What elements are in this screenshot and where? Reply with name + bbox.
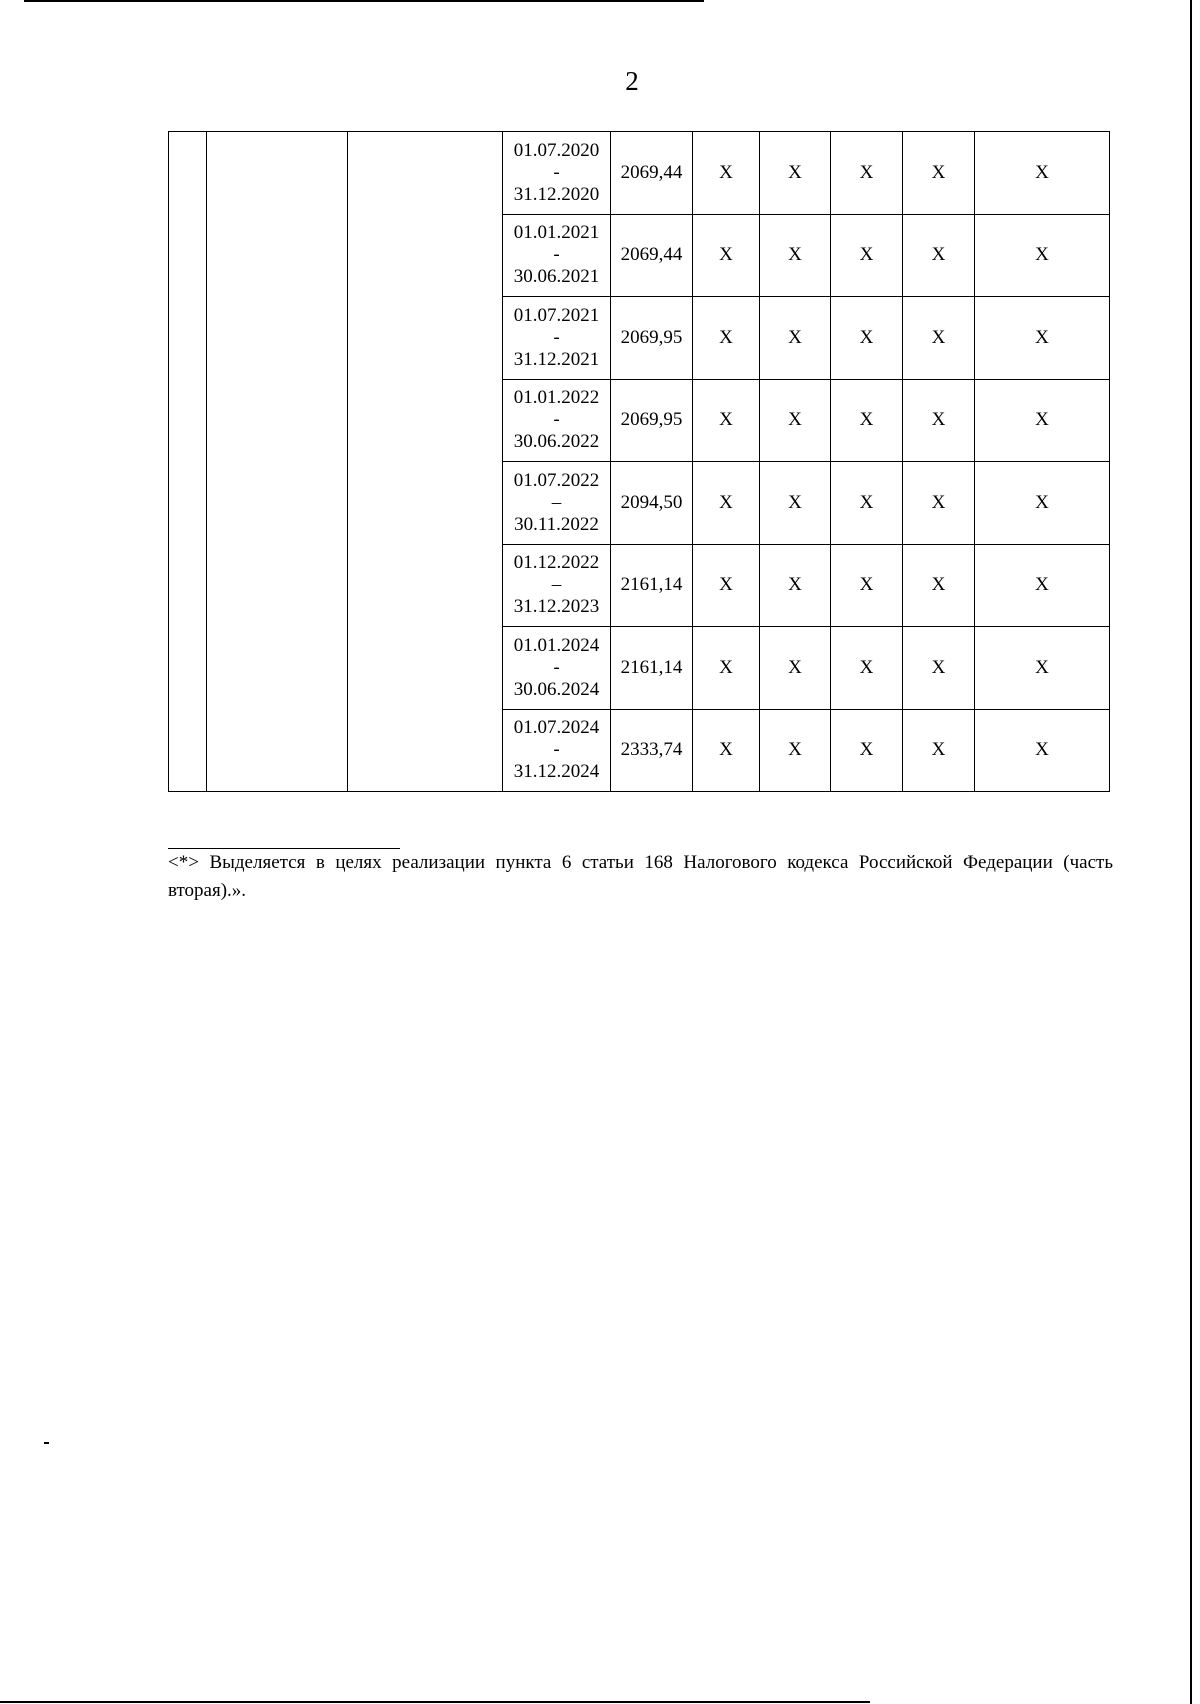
- x-mark: X: [831, 544, 903, 627]
- x-mark: X: [693, 627, 760, 710]
- period-cell: [503, 132, 611, 215]
- period-start: 01.01.2024: [513, 634, 600, 656]
- x-mark: X: [760, 627, 831, 710]
- merged-cell-organization: [207, 132, 348, 792]
- x-mark: X: [760, 379, 831, 462]
- x-mark: X: [831, 132, 903, 215]
- x-mark: X: [760, 709, 831, 792]
- x-mark: X: [975, 297, 1110, 380]
- x-mark: X: [693, 379, 760, 462]
- tariff-value: 2069,95: [611, 379, 693, 462]
- period-separator: -: [553, 656, 560, 678]
- tariff-value: 2069,44: [611, 132, 693, 215]
- period-end: 31.12.2020: [513, 183, 600, 205]
- period-end: 31.12.2023: [513, 596, 600, 618]
- period-end: 31.12.2024: [513, 761, 600, 783]
- period-cell: [503, 709, 611, 792]
- merged-cell-number: [169, 132, 207, 792]
- period-start: 01.07.2024: [513, 717, 600, 739]
- x-mark: X: [760, 214, 831, 297]
- x-mark: X: [693, 214, 760, 297]
- period-end: 30.06.2024: [513, 678, 600, 700]
- x-mark: X: [903, 297, 975, 380]
- scan-edge-bottom: [0, 1701, 870, 1703]
- table-row: [169, 132, 1110, 215]
- x-mark: X: [903, 627, 975, 710]
- x-mark: X: [903, 379, 975, 462]
- scan-edge-top: [24, 0, 704, 2]
- period-separator: –: [551, 491, 562, 513]
- period-cell: [503, 214, 611, 297]
- footnote-text: <*> Выделяется в целях реализации пункта 6 статьи 168 Налогового кодекса Российской Федерации (часть вторая).».: [168, 852, 1113, 901]
- x-mark: X: [693, 297, 760, 380]
- period-separator: -: [553, 409, 560, 431]
- x-mark: X: [693, 132, 760, 215]
- period-start: 01.07.2022: [513, 469, 600, 491]
- period-start: 01.12.2022: [513, 552, 600, 574]
- scan-edge-right: [1190, 0, 1192, 1704]
- x-mark: X: [760, 544, 831, 627]
- x-mark: X: [760, 297, 831, 380]
- x-mark: X: [975, 709, 1110, 792]
- page-number: 2: [625, 66, 639, 96]
- period-cell: [503, 627, 611, 710]
- x-mark: X: [903, 132, 975, 215]
- x-mark: X: [975, 462, 1110, 545]
- x-mark: X: [975, 627, 1110, 710]
- tariff-value: 2161,14: [611, 627, 693, 710]
- x-mark: X: [760, 132, 831, 215]
- x-mark: X: [831, 297, 903, 380]
- x-mark: X: [831, 214, 903, 297]
- period-cell: [503, 544, 611, 627]
- x-mark: X: [903, 462, 975, 545]
- tariff-value: 2161,14: [611, 544, 693, 627]
- period-separator: -: [553, 244, 560, 266]
- period-end: 31.12.2021: [513, 348, 600, 370]
- x-mark: X: [975, 379, 1110, 462]
- period-start: 01.07.2020: [513, 139, 600, 161]
- x-mark: X: [903, 709, 975, 792]
- tariff-value: 2069,95: [611, 297, 693, 380]
- merged-cell-service: [348, 132, 503, 792]
- period-separator: -: [553, 739, 560, 761]
- x-mark: X: [693, 544, 760, 627]
- x-mark: X: [903, 214, 975, 297]
- tariff-table: [168, 131, 1110, 792]
- period-separator: –: [551, 574, 562, 596]
- x-mark: X: [831, 709, 903, 792]
- tariff-value: 2069,44: [611, 214, 693, 297]
- period-start: 01.01.2021: [513, 222, 600, 244]
- period-separator: -: [553, 326, 560, 348]
- x-mark: X: [693, 462, 760, 545]
- x-mark: X: [975, 544, 1110, 627]
- x-mark: X: [975, 214, 1110, 297]
- period-start: 01.07.2021: [513, 304, 600, 326]
- tariff-value: 2094,50: [611, 462, 693, 545]
- x-mark: X: [693, 709, 760, 792]
- x-mark: X: [831, 627, 903, 710]
- x-mark: X: [760, 462, 831, 545]
- period-separator: -: [553, 161, 560, 183]
- x-mark: X: [975, 132, 1110, 215]
- period-end: 30.06.2021: [513, 266, 600, 288]
- period-cell: [503, 297, 611, 380]
- period-end: 30.11.2022: [514, 513, 599, 535]
- x-mark: X: [831, 379, 903, 462]
- period-cell: [503, 379, 611, 462]
- period-cell: [503, 462, 611, 545]
- x-mark: X: [831, 462, 903, 545]
- scan-mark: [44, 1442, 49, 1444]
- period-end: 30.06.2022: [513, 431, 600, 453]
- period-start: 01.01.2022: [513, 387, 600, 409]
- tariff-value: 2333,74: [611, 709, 693, 792]
- x-mark: X: [903, 544, 975, 627]
